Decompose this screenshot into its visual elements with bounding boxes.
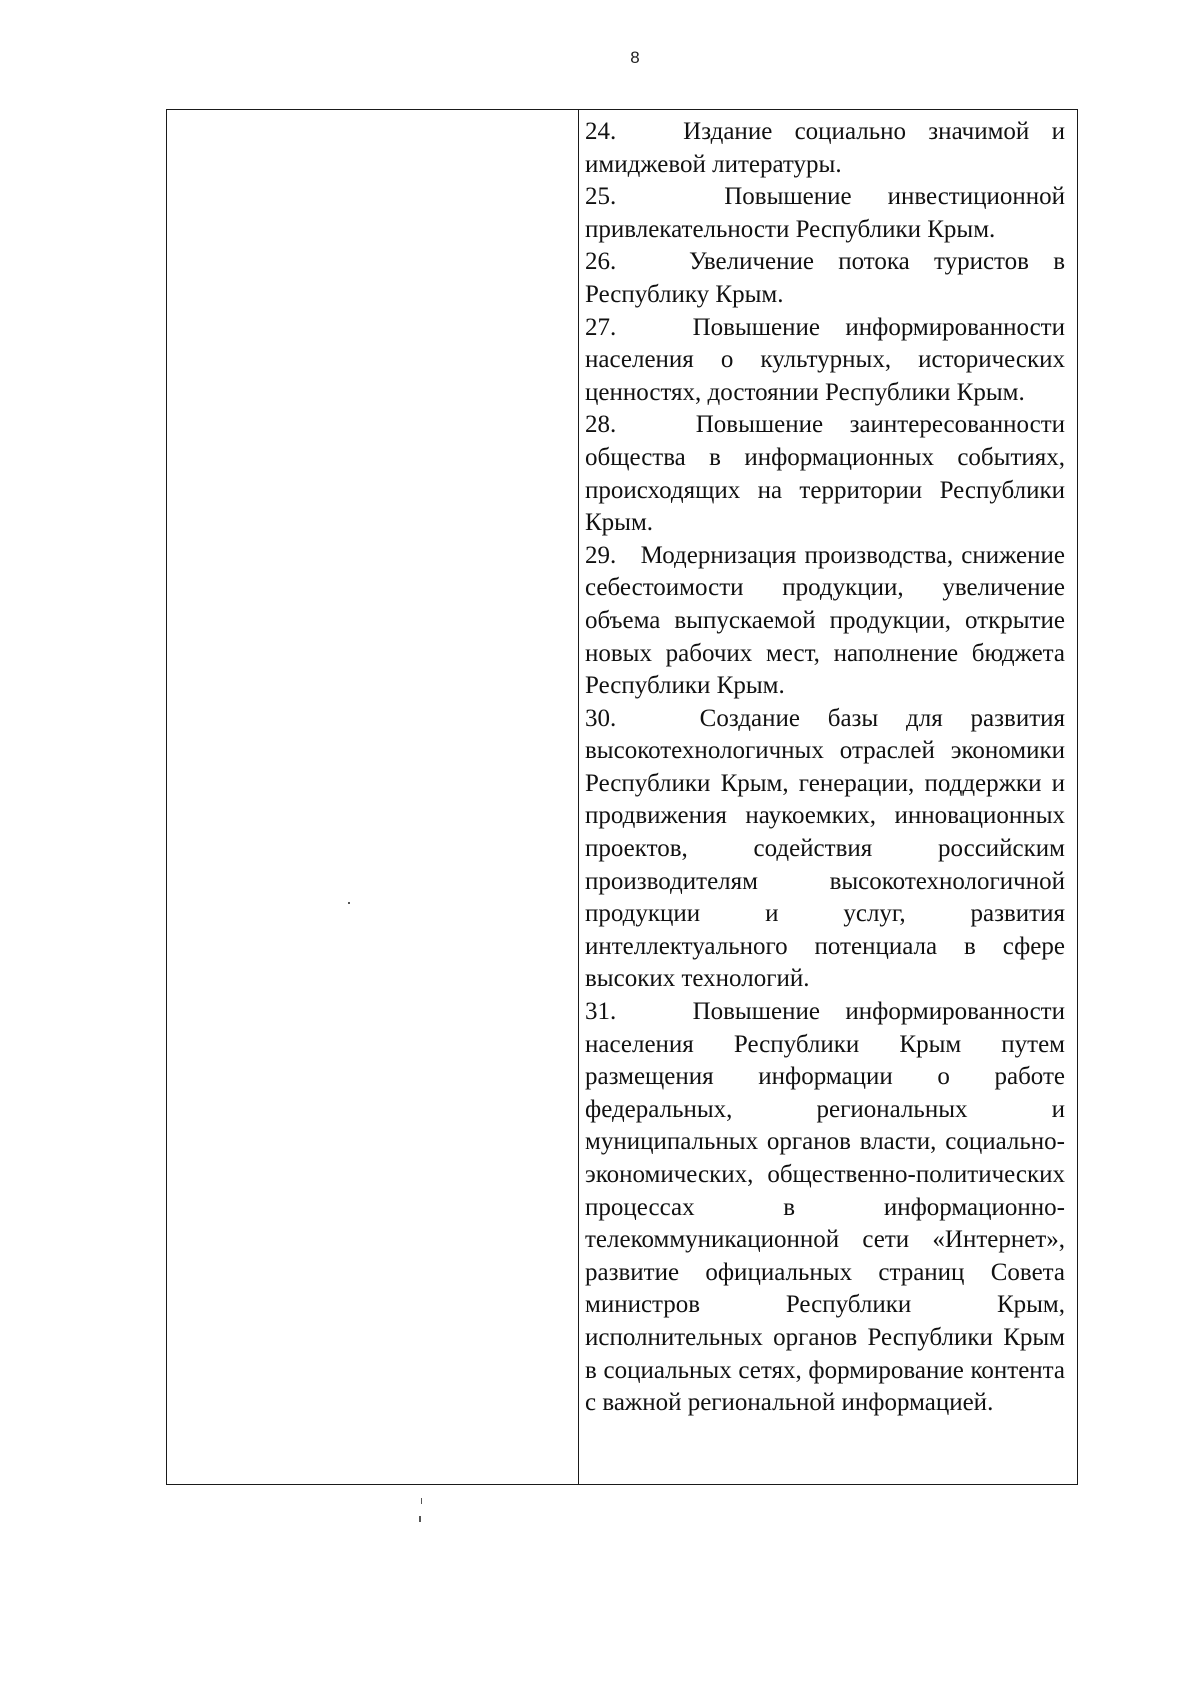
item-text: Повышение информированности населения о культурных, исторических ценностях, достоянии Республики Крым.	[585, 313, 1065, 406]
scan-speck	[348, 902, 350, 904]
item-text: Увеличение потока туристов в Республику Крым.	[585, 248, 1066, 308]
scan-speck	[419, 1516, 421, 1522]
item-text: Создание базы для развития высокотехнологичных отраслей экономики Республики Крым, генерации, поддержки и продвижения наукоемких, инновационных проектов, содействия российским производителям высокотехнологичной продукции и услуг, развития интеллектуального потенциала в сфере высоких технологий.	[585, 704, 1065, 993]
list-item-27	[585, 312, 1065, 410]
item-text: Повышение информированности населения Республики Крым путем размещения информации о работе федеральных, региональных и муниципальных органов власти, социально-экономических, общественно-политических процессах в информационно-телекоммуникационной сети «Интернет», развитие официальных страниц Совета министров Республики Крым, исполнительных органов Республики Крым в социальных сетях, формирование контента с важной региональной информацией.	[585, 998, 1065, 1417]
list-item-28	[585, 409, 1065, 539]
item-text: Повышение заинтересованности общества в информационных событиях, происходящих на территории Республики Крым.	[585, 411, 1065, 537]
item-text: Модернизация производства, снижение себестоимости продукции, увеличение объема выпускаемой продукции, открытие новых рабочих мест, наполнение бюджета Республики Крым.	[585, 541, 1065, 700]
list-item-31	[585, 996, 1065, 1420]
table-left-cell	[167, 110, 579, 1484]
item-number: 24.	[585, 118, 617, 145]
item-text: Издание социально значимой и имиджевой литературы.	[585, 118, 1065, 178]
scan-speck	[421, 1498, 422, 1504]
item-number: 31.	[585, 998, 617, 1026]
item-number: 29.	[585, 541, 617, 569]
page-number: 8	[630, 48, 640, 67]
item-number: 25.	[585, 183, 617, 211]
results-table	[166, 109, 1078, 1485]
item-text: Повышение инвестиционной привлекательности Республики Крым.	[585, 183, 1065, 243]
list-item-24	[585, 116, 1065, 181]
item-number: 28.	[585, 411, 617, 439]
list-item-25	[585, 181, 1065, 246]
list-item-30	[585, 703, 1065, 996]
item-number: 30.	[585, 704, 617, 732]
item-number: 27.	[585, 313, 617, 341]
list-item-26	[585, 246, 1065, 311]
item-number: 26.	[585, 248, 617, 276]
list-item-29	[585, 540, 1065, 703]
table-right-cell	[579, 110, 1077, 1484]
